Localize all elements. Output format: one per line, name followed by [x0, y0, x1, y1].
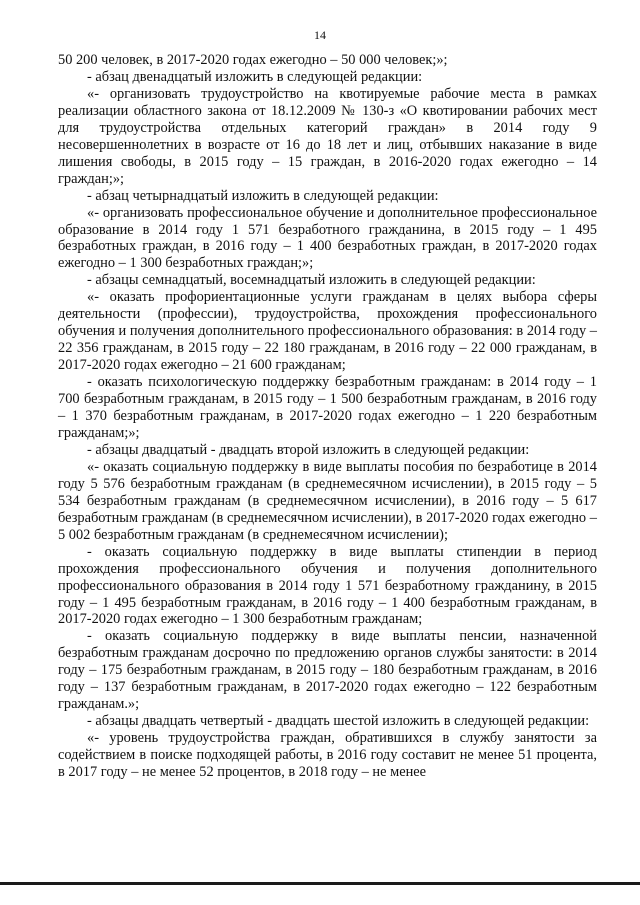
- paragraph: - оказать социальную поддержку в виде выплаты стипендии в период прохождения профессионального обучения и получения дополнительного профессионального образования в 2014 году 1 571 безработному гражданину, в 2015 году – 1 495 безработным гражданам, в 2016 году – 1 400 безработным гражданам, в 2017-2020 годах ежегодно – 1 300 безработным гражданам;: [58, 543, 597, 628]
- paragraph: «- оказать профориентационные услуги гражданам в целях выбора сферы деятельности (профессии), трудоустройства, прохождения профессионального обучения и получения дополнительного профессионального образования: в 2014 году – 22 356 гражданам, в 2015 году – 22 180 гражданам, в 2016 году – 22 000 гражданам, в 2017-2020 годах ежегодно – 21 600 гражданам;: [58, 289, 597, 374]
- paragraph: - оказать социальную поддержку в виде выплаты пенсии, назначенной безработным гражданам досрочно по предложению органов службы занятости: в 2014 году – 175 безработным гражданам, в 2015 году – 180 безработным гражданам, в 2016 году – 137 безработным гражданам, в 2017-2020 годах ежегодно – 122 безработным гражданам.»;: [58, 628, 597, 713]
- paragraph: «- организовать профессиональное обучение и дополнительное профессиональное образование в 2014 году 1 571 безработного гражданина, в 2015 году – 1 495 безработных граждан, в 2016 году – 1 400 безработных граждан, в 2017-2020 годах ежегодно – 1 300 безработных граждан;»;: [58, 204, 597, 272]
- paragraph: «- оказать социальную поддержку в виде выплаты пособия по безработице в 2014 году 5 576 безработным гражданам (в среднемесячном исчислении), в 2015 году – 5 534 безработным гражданам (в среднемесячном исчислении), в 2016 году – 5 617 безработным гражданам (в среднемесячном исчислении), в 2017-2020 годах ежегодно – 5 002 безработным гражданам (в среднемесячном исчислении);: [58, 458, 597, 543]
- page-bottom-rule: [0, 882, 640, 885]
- page-number: 14: [314, 28, 326, 42]
- paragraph: - оказать психологическую поддержку безработным гражданам: в 2014 году – 1 700 безработным гражданам, в 2015 году – 1 500 безработным гражданам, в 2016 году – 1 370 безработным гражданам, в 2017-2020 годах ежегодно – 1 220 безработным гражданам;»;: [58, 374, 597, 441]
- paragraph: - абзацы двадцатый - двадцать второй изложить в следующей редакции:: [87, 441, 530, 458]
- paragraph: 50 200 человек, в 2017-2020 годах ежегодно – 50 000 человек;»;: [58, 52, 448, 68]
- paragraph: - абзацы семнадцатый, восемнадцатый изложить в следующей редакции:: [87, 272, 536, 289]
- paragraph: - абзац четырнадцатый изложить в следующей редакции:: [87, 187, 439, 204]
- paragraph: «- организовать трудоустройство на квотируемые рабочие места в рамках реализации областного закона от 18.12.2009 № 130-з «О квотировании рабочих мест для трудоустройства отдельных категорий граждан» в 2014 году 9 несовершеннолетних в возрасте от 16 до 18 лет и лиц, отбывших наказание в виде лишения свободы, в 2015 году – 15 граждан, в 2016-2020 годах ежегодно – 14 граждан;»;: [58, 85, 597, 187]
- paragraph: - абзацы двадцать четвертый - двадцать шестой изложить в следующей редакции:: [87, 713, 590, 730]
- document-body: [58, 52, 597, 781]
- paragraph: «- уровень трудоустройства граждан, обратившихся в службу занятости за содействием в поиске подходящей работы, в 2016 году составит не менее 51 процента, в 2017 году – не менее 52 процентов, в 2018 году – не менее: [58, 730, 597, 781]
- paragraph: - абзац двенадцатый изложить в следующей редакции:: [87, 68, 423, 85]
